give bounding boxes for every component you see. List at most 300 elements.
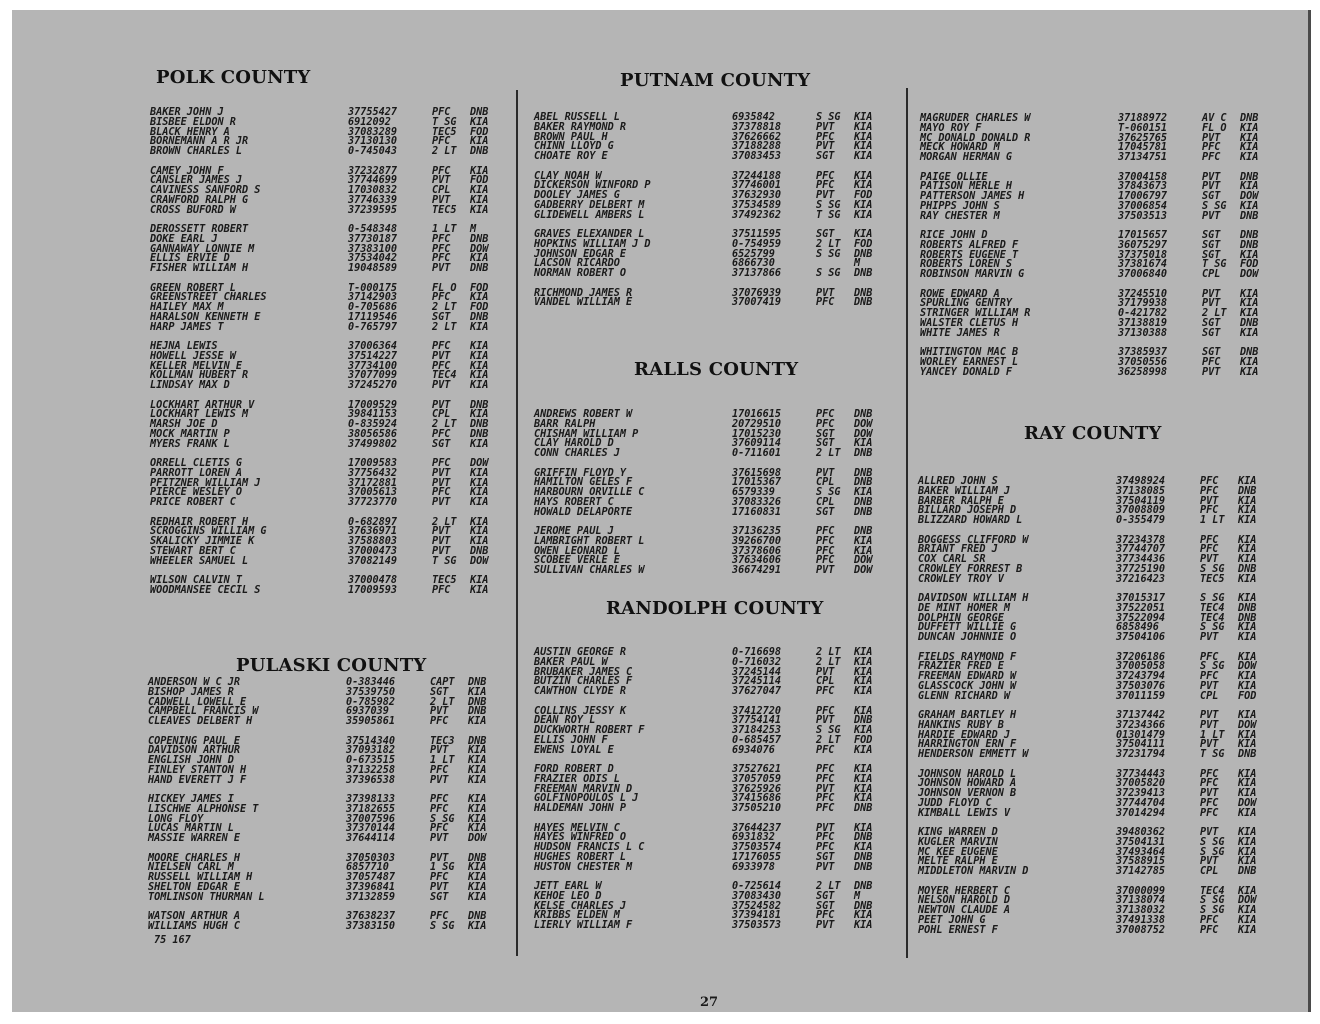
status: KIA — [854, 112, 873, 123]
status: KIA — [1240, 132, 1259, 144]
status: M — [854, 258, 861, 270]
rank: S SG — [816, 248, 841, 260]
rank: PFC — [430, 823, 449, 835]
rank: PFC — [816, 686, 835, 698]
rank: PVT — [430, 774, 449, 786]
status: KIA — [1240, 181, 1259, 193]
rank: 1 LT — [432, 224, 457, 235]
status: KIA — [854, 180, 873, 192]
rank: CPL — [816, 477, 835, 489]
serial-number: 37504106 — [1116, 632, 1166, 644]
rank: SGT — [1202, 239, 1221, 251]
serial-number: T-000175 — [348, 282, 398, 294]
serial-number: 37588803 — [348, 536, 398, 548]
serial-number: 37006840 — [1118, 269, 1168, 281]
serial-number: 37007596 — [346, 813, 396, 825]
status: KIA — [470, 575, 489, 586]
status: DOW — [470, 458, 489, 469]
rank: PFC — [1200, 505, 1219, 517]
status: KIA — [470, 165, 489, 177]
status: KIA — [1238, 680, 1257, 692]
status: DOW — [854, 565, 873, 577]
soldier-name: JOHNSON HAROLD L — [918, 768, 1017, 780]
serial-number: 6931832 — [732, 832, 775, 844]
rank: PFC — [816, 526, 835, 537]
soldier-name: SHELTON EDGAR E — [148, 881, 241, 893]
soldier-name: HAMILTON GELES F — [534, 477, 633, 489]
status: DOW — [1238, 719, 1257, 731]
rank: PVT — [1202, 298, 1221, 310]
soldier-name: RICHMOND JAMES R — [534, 287, 633, 299]
rank: PFC — [816, 131, 835, 143]
roster-group — [150, 342, 510, 391]
serial-number: 37625926 — [732, 783, 782, 795]
soldier-name: HENDERSON EMMETT W — [918, 749, 1029, 761]
page-number: 27 — [700, 995, 719, 1010]
rank: 2 LT — [430, 696, 455, 708]
rank: PVT — [432, 380, 451, 392]
status: KIA — [1238, 827, 1257, 838]
status: KIA — [470, 584, 489, 596]
status: FOD — [854, 734, 873, 746]
serial-number: 37142785 — [1116, 866, 1166, 878]
rank: S SG — [1200, 895, 1225, 907]
serial-number: 01301479 — [1116, 729, 1166, 741]
rank: T SG — [432, 116, 457, 128]
soldier-name: HAYS ROBERT C — [534, 496, 614, 508]
serial-number: 37136235 — [732, 526, 782, 537]
status: KIA — [1240, 298, 1259, 310]
status: KIA — [854, 822, 873, 834]
status: KIA — [468, 881, 487, 893]
serial-number: 37142903 — [348, 292, 398, 304]
status: DNB — [854, 297, 873, 309]
rank: 2 LT — [816, 448, 841, 460]
rank: PFC — [816, 793, 835, 805]
soldier-name: CAMEY JOHN F — [150, 165, 224, 177]
rank: 2 LT — [1202, 308, 1227, 320]
status: KIA — [470, 136, 489, 148]
roster-group — [148, 912, 508, 932]
serial-number: 6933978 — [732, 861, 775, 873]
serial-number: 37188288 — [732, 141, 782, 153]
rank: PVT — [430, 745, 449, 757]
serial-number: 17006797 — [1118, 191, 1168, 203]
status: DNB — [1238, 602, 1257, 614]
soldier-name: GLENN RICHARD W — [918, 690, 1011, 702]
status: DOW — [1238, 797, 1257, 809]
soldier-name: ROBERTS LOREN S — [920, 259, 1013, 271]
status: KIA — [854, 705, 873, 717]
status: KIA — [470, 536, 489, 548]
roster-row — [150, 264, 510, 274]
status: DNB — [1240, 171, 1259, 183]
serial-number: 6579339 — [732, 487, 775, 499]
serial-number: 6525799 — [732, 248, 775, 260]
rank: PFC — [816, 773, 835, 785]
status: DNB — [470, 419, 489, 431]
soldier-name: SPURLING GENTRY — [920, 298, 1013, 310]
status: KIA — [470, 204, 489, 216]
status: KIA — [1238, 573, 1257, 585]
serial-number: 0-705686 — [348, 302, 398, 314]
serial-number: 37514227 — [348, 350, 398, 362]
serial-number: 37083326 — [732, 496, 782, 508]
rank: S SG — [1200, 622, 1225, 634]
soldier-name: COPENING PAUL E — [148, 735, 241, 747]
status: KIA — [854, 656, 873, 668]
soldier-name: MECK HOWARD M — [920, 142, 1000, 154]
soldier-name: YANCEY DONALD F — [920, 366, 1013, 378]
soldier-name: FRAZIER ODIS L — [534, 773, 620, 785]
rank: PVT — [1202, 210, 1221, 222]
roster-group — [534, 289, 898, 309]
serial-number: 37744707 — [1116, 544, 1166, 556]
rank: PFC — [816, 555, 835, 567]
rank: PFC — [1202, 152, 1221, 164]
soldier-name: PEET JOHN G — [918, 914, 986, 926]
serial-number: 37394181 — [732, 910, 782, 922]
status: FOD — [470, 126, 489, 138]
serial-number: 36674291 — [732, 565, 782, 577]
roster-row — [920, 329, 1284, 339]
soldier-name: HANKINS RUBY B — [918, 719, 1004, 731]
status: DNB — [1238, 612, 1257, 624]
soldier-name: WHITINGTON MAC B — [920, 347, 1019, 358]
rank: FL O — [1202, 122, 1227, 134]
roster-group — [920, 348, 1284, 377]
status: KIA — [1238, 505, 1257, 517]
rank: PFC — [1200, 544, 1219, 556]
status: KIA — [1238, 632, 1257, 644]
serial-number: 37006854 — [1118, 200, 1168, 212]
soldier-name: LIERLY WILLIAM F — [534, 920, 633, 932]
rank: S SG — [816, 199, 841, 211]
soldier-name: FREEMAN EDWARD W — [918, 671, 1017, 683]
soldier-name: OWEN LEONARD L — [534, 545, 620, 557]
serial-number: 37396538 — [346, 774, 396, 786]
serial-number: 37132258 — [346, 764, 396, 776]
serial-number: 0-725614 — [732, 881, 782, 892]
serial-number: 37527621 — [732, 764, 782, 775]
status: DNB — [470, 263, 489, 275]
rank: PVT — [432, 536, 451, 548]
soldier-name: PAIGE OLLIE — [920, 171, 988, 183]
roster-group — [534, 882, 898, 931]
serial-number: T-060151 — [1118, 122, 1168, 134]
status: KIA — [854, 170, 873, 182]
serial-number: 37375018 — [1118, 249, 1168, 261]
soldier-name: PATTERSON JAMES H — [920, 191, 1025, 203]
soldier-name: TOMLINSON THURMAN L — [148, 891, 265, 903]
rank: PFC — [432, 360, 451, 372]
roster-row — [534, 449, 898, 459]
rank: PFC — [1200, 651, 1219, 663]
rank: PFC — [816, 535, 835, 547]
rank: PFC — [816, 705, 835, 717]
roster-row — [150, 323, 510, 333]
county-heading: PULASKI COUNTY — [236, 655, 427, 676]
serial-number: 37239595 — [348, 204, 398, 216]
soldier-name: AUSTIN GEORGE R — [534, 647, 627, 658]
serial-number: 37734436 — [1116, 554, 1166, 566]
rank: PVT — [816, 715, 835, 727]
roster-group — [148, 854, 508, 903]
rank: PFC — [1200, 914, 1219, 926]
rank: PVT — [430, 706, 449, 718]
serial-number: 37504131 — [1116, 836, 1166, 848]
status: KIA — [1238, 739, 1257, 751]
soldier-name: MOYER HERBERT C — [918, 885, 1011, 897]
roster-row — [148, 834, 508, 844]
status: DNB — [854, 832, 873, 844]
soldier-name: DOOLEY JAMES G — [534, 190, 620, 202]
soldier-name: BARBER RALPH E — [918, 495, 1004, 507]
rank: TEC4 — [1200, 612, 1225, 624]
serial-number: 37398133 — [346, 794, 396, 805]
serial-number: 37514340 — [346, 735, 396, 747]
roster-row — [920, 368, 1284, 378]
status: DNB — [468, 696, 487, 708]
soldier-name: ALLRED JOHN S — [918, 476, 998, 487]
rank: SGT — [1202, 249, 1221, 261]
roster-group — [534, 172, 898, 221]
rank: 1 LT — [1200, 515, 1225, 527]
status: KIA — [468, 686, 487, 698]
serial-number: 17119546 — [348, 311, 398, 323]
serial-number: 37137442 — [1116, 710, 1166, 721]
rank: SGT — [816, 428, 835, 440]
rank: PFC — [430, 911, 449, 922]
soldier-name: HOPKINS WILLIAM J D — [534, 238, 651, 250]
rank: PFC — [430, 803, 449, 815]
rank: PVT — [430, 881, 449, 893]
rank: PVT — [432, 175, 451, 187]
serial-number: 37077099 — [348, 370, 398, 382]
serial-number: 0-673515 — [346, 755, 396, 767]
serial-number: 37843673 — [1118, 181, 1168, 193]
serial-number: 37370144 — [346, 823, 396, 835]
rank: PVT — [1202, 366, 1221, 378]
status: KIA — [470, 321, 489, 333]
column-divider-right — [906, 88, 908, 958]
soldier-name: HOWELL JESSE W — [150, 350, 236, 362]
soldier-name: SCOBEE VERLE E — [534, 555, 620, 567]
serial-number: 37522051 — [1116, 602, 1166, 614]
rank: PVT — [432, 526, 451, 538]
serial-number: 19048589 — [348, 263, 398, 275]
status: KIA — [1238, 593, 1257, 604]
soldier-name: DICKERSON WINFORD P — [534, 180, 651, 192]
roster-group — [150, 225, 510, 274]
rank: TEC5 — [432, 126, 457, 138]
status: KIA — [470, 253, 489, 265]
soldier-name: COLLINS JESSY K — [534, 705, 627, 717]
soldier-name: PHIPPS JOHN S — [920, 200, 1000, 212]
roster-row — [920, 270, 1284, 280]
status: DNB — [470, 146, 489, 158]
soldier-name: ANDREWS ROBERT W — [534, 409, 633, 420]
rank: CPL — [432, 409, 451, 421]
serial-number: 37231794 — [1116, 749, 1166, 761]
soldier-name: GREENSTREET CHARLES — [150, 292, 267, 304]
status: DNB — [854, 477, 873, 489]
status: DOW — [1238, 895, 1257, 907]
soldier-name: BROWN CHARLES L — [150, 146, 243, 158]
soldier-name: WHITE JAMES R — [920, 327, 1000, 339]
serial-number: 37172881 — [348, 477, 398, 489]
soldier-name: FREEMAN MARVIN D — [534, 783, 633, 795]
soldier-name: MORGAN HERMAN G — [920, 152, 1013, 164]
soldier-name: BAKER JOHN J — [150, 107, 224, 118]
serial-number: 17176055 — [732, 851, 782, 863]
soldier-name: ROBERTS EUGENE T — [920, 249, 1019, 261]
serial-number: 37522094 — [1116, 612, 1166, 624]
serial-number: 0-682897 — [348, 516, 398, 528]
rank: SGT — [432, 311, 451, 323]
rank: PVT — [432, 350, 451, 362]
roster-row — [150, 440, 510, 450]
soldier-name: CAWTHON CLYDE R — [534, 686, 627, 698]
status: DOW — [470, 243, 489, 255]
rank: PFC — [816, 418, 835, 430]
serial-number: 37415686 — [732, 793, 782, 805]
rank: PFC — [816, 803, 835, 815]
rank: CPL — [1200, 690, 1219, 702]
serial-number: 17015367 — [732, 477, 782, 489]
rank: PVT — [1200, 856, 1219, 868]
status: KIA — [854, 744, 873, 756]
soldier-name: PARROTT LOREN A — [150, 467, 243, 479]
rank: PVT — [816, 287, 835, 299]
rank: S SG — [1200, 836, 1225, 848]
rank: SGT — [1202, 317, 1221, 329]
status: DNB — [854, 881, 873, 892]
serial-number: 37504119 — [1116, 495, 1166, 507]
serial-number: 37644237 — [732, 822, 782, 834]
serial-number: 37396841 — [346, 881, 396, 893]
serial-number: 6866730 — [732, 258, 775, 270]
serial-number: 37378818 — [732, 121, 782, 133]
soldier-name: NEWTON CLAUDE A — [918, 905, 1011, 917]
soldier-name: BARR RALPH — [534, 418, 596, 430]
status: KIA — [470, 526, 489, 538]
soldier-name: BOGGESS CLIFFORD W — [918, 534, 1029, 546]
status: KIA — [468, 774, 487, 786]
rank: PVT — [816, 565, 835, 577]
rank: PFC — [430, 872, 449, 884]
status: DNB — [854, 861, 873, 873]
rank: PFC — [1202, 142, 1221, 154]
status: KIA — [1238, 836, 1257, 848]
roster-group — [150, 284, 510, 333]
rank: 1 LT — [430, 755, 455, 767]
status: KIA — [470, 380, 489, 392]
status: KIA — [470, 409, 489, 421]
soldier-name: CHINN LLOYD G — [534, 141, 614, 153]
status: DOW — [468, 833, 487, 845]
roster-row — [534, 921, 898, 931]
soldier-name: CLAY HAROLD D — [534, 438, 614, 450]
rank: PFC — [432, 233, 451, 245]
soldier-name: PFITZNER WILLIAM J — [150, 477, 261, 489]
soldier-name: ROWE EDWARD A — [920, 288, 1000, 300]
status: DNB — [854, 526, 873, 537]
soldier-name: FRAZIER FRED E — [918, 661, 1004, 673]
roster-group — [534, 824, 898, 873]
serial-number: 37239413 — [1116, 788, 1166, 800]
serial-number: 37076939 — [732, 287, 782, 299]
roster-row — [148, 776, 508, 786]
rank: PFC — [816, 170, 835, 182]
roster-row — [150, 557, 510, 567]
status: KIA — [1238, 914, 1257, 926]
serial-number: 17160831 — [732, 506, 782, 518]
soldier-name: JOHNSON HOWARD A — [918, 778, 1017, 790]
status: DNB — [854, 467, 873, 479]
soldier-name: EWENS LOYAL E — [534, 744, 614, 756]
rank: S SG — [1200, 846, 1225, 858]
serial-number: 0-716032 — [732, 656, 782, 668]
soldier-name: MELTE RALPH E — [918, 856, 998, 868]
status: KIA — [854, 487, 873, 499]
serial-number: 0-785982 — [346, 696, 396, 708]
rank: PFC — [432, 107, 451, 118]
status: KIA — [1240, 288, 1259, 300]
status: KIA — [470, 341, 489, 352]
status: DNB — [854, 851, 873, 863]
soldier-name: ELLIS JOHN F — [534, 734, 608, 746]
serial-number: 0-548348 — [348, 224, 398, 235]
roster-row — [918, 633, 1284, 643]
soldier-name: BAKER WILLIAM J — [918, 485, 1011, 497]
soldier-name: LONG FLOY — [148, 813, 204, 825]
rank: TEC4 — [1200, 602, 1225, 614]
status: KIA — [470, 360, 489, 372]
serial-number: 37755427 — [348, 107, 398, 118]
status: FOD — [470, 302, 489, 314]
status: KIA — [470, 487, 489, 499]
roster-row — [150, 147, 510, 157]
status: DNB — [1240, 317, 1259, 329]
serial-number: 0-765797 — [348, 321, 398, 333]
rank: 2 LT — [816, 881, 841, 892]
soldier-name: MYERS FRANK L — [150, 438, 230, 450]
soldier-name: KELLER MELVIN E — [150, 360, 243, 372]
rank: 2 LT — [432, 302, 457, 314]
status: DNB — [468, 706, 487, 718]
soldier-name: ELLIS ERVIE D — [150, 253, 230, 265]
rank: S SG — [1202, 200, 1227, 212]
status: KIA — [1238, 729, 1257, 741]
serial-number: 37539750 — [346, 686, 396, 698]
serial-number: 37234366 — [1116, 719, 1166, 731]
roster-group — [148, 737, 508, 786]
serial-number: 6912092 — [348, 116, 391, 128]
soldier-name: ENGLISH JOHN D — [148, 755, 234, 767]
serial-number: 37232877 — [348, 165, 398, 177]
status: DNB — [854, 248, 873, 260]
rank: PFC — [1200, 534, 1219, 546]
status: DOW — [1240, 191, 1259, 203]
status: KIA — [468, 891, 487, 903]
serial-number: 37723770 — [348, 497, 398, 509]
soldier-name: RICE JOHN D — [920, 230, 988, 241]
serial-number: 37184253 — [732, 725, 782, 737]
serial-number: 37057059 — [732, 773, 782, 785]
soldier-name: COX CARL SR — [918, 554, 986, 566]
serial-number: 37627047 — [732, 686, 782, 698]
